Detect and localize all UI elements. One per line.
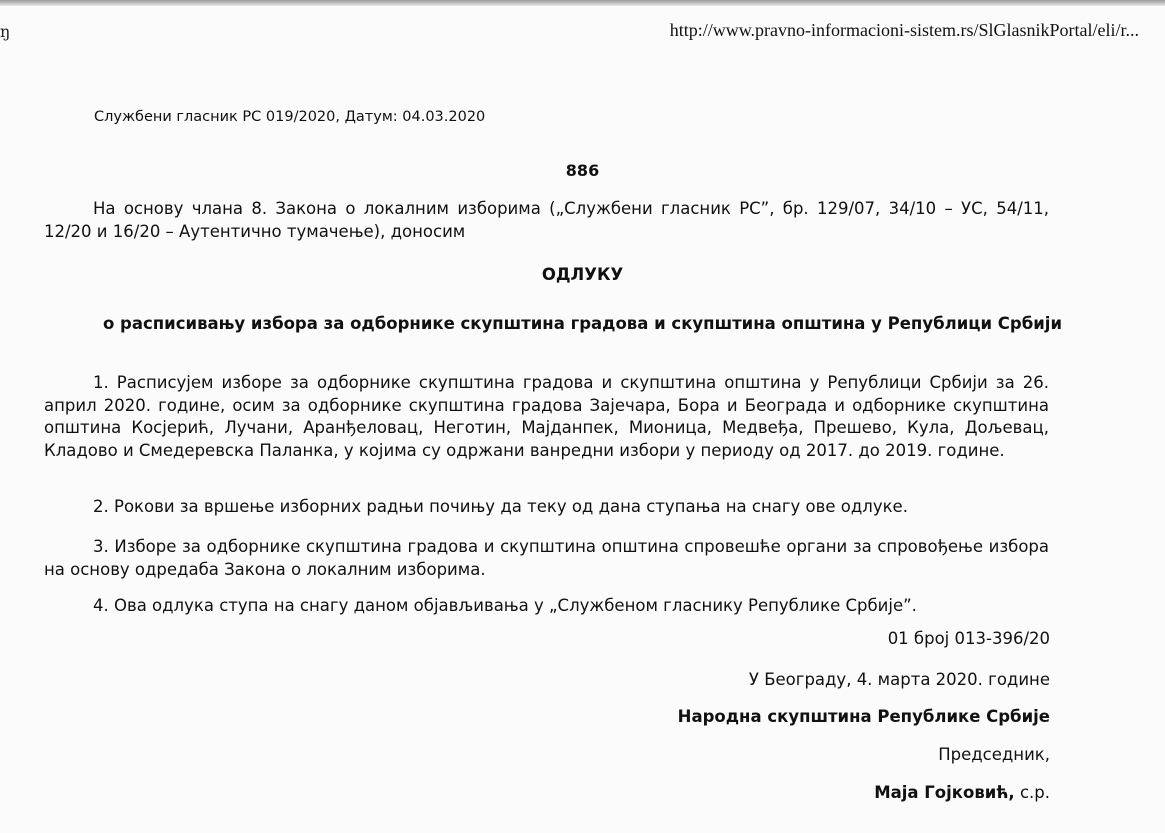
signatory-suffix: с.р.	[1014, 783, 1050, 802]
gazette-reference: Службени гласник РС 019/2020, Датум: 04.03.2020	[94, 109, 486, 125]
decision-item-3	[44, 536, 1049, 581]
reference-number: 01 број 013-396/20	[887, 629, 1050, 648]
act-number: 886	[565, 161, 600, 180]
decision-item-text: 4. Ова одлука ступа на снагу даном објављивања у „Службеном гласнику Републике Србије”.	[93, 596, 917, 615]
decision-item-2	[44, 496, 1049, 519]
signatory	[874, 783, 1050, 802]
source-url: http://www.pravno-informacioni-sistem.rs/SlGlasnikPortal/eli/r...	[669, 20, 1139, 40]
scan-edge-shadow	[0, 0, 1165, 6]
preamble	[44, 198, 1049, 243]
document-title: ОДЛУКУ	[541, 265, 624, 284]
decision-item-text: 1. Расписујем изборе за одборнике скупштина градова и скупштина општина у Републици Србији за 26. април 2020. године, осим за одборнике скупштина градова Зајечара, Бора и Београда и одборнике скупштина општина Косјерић, Лучани, Аранђеловац, Неготин, Мајданпек, Мионица, Медвеђа, Прешево, Кула, Дољевац, Кладово и Смедеревска Паланка, у којима су одржани ванредни избори у периоду од 2017. до 2019. године.	[44, 373, 1049, 460]
place-and-date: У Београду, 4. марта 2020. године	[748, 670, 1050, 689]
document-subtitle: о расписивању избора за одборнике скупштина градова и скупштина општина у Републици Србији	[102, 314, 1063, 333]
issuing-body: Народна скупштина Републике Србије	[677, 707, 1050, 726]
decision-item-4	[44, 595, 1049, 618]
decision-item-text: 2. Рокови за вршење изборних радњи почињу да теку од дана ступања на снагу ове одлуке.	[93, 497, 908, 516]
scan-mark: ŋ	[0, 22, 11, 41]
decision-item-text: 3. Изборе за одборнике скупштина градова и скупштина општина спровешће органи за спровођење избора на основу одредаба Закона о локалним изборима.	[44, 537, 1049, 579]
signatory-role: Председник,	[938, 745, 1050, 764]
signatory-name: Маја Гојковић,	[874, 783, 1015, 802]
preamble-text: На основу члана 8. Закона о локалним изборима („Службени гласник РС”, бр. 129/07, 34/10 – УС, 54/11, 12/20 и 16/20 – Аутентично тумачење), доносим	[44, 199, 1049, 241]
decision-item-1	[44, 372, 1049, 462]
